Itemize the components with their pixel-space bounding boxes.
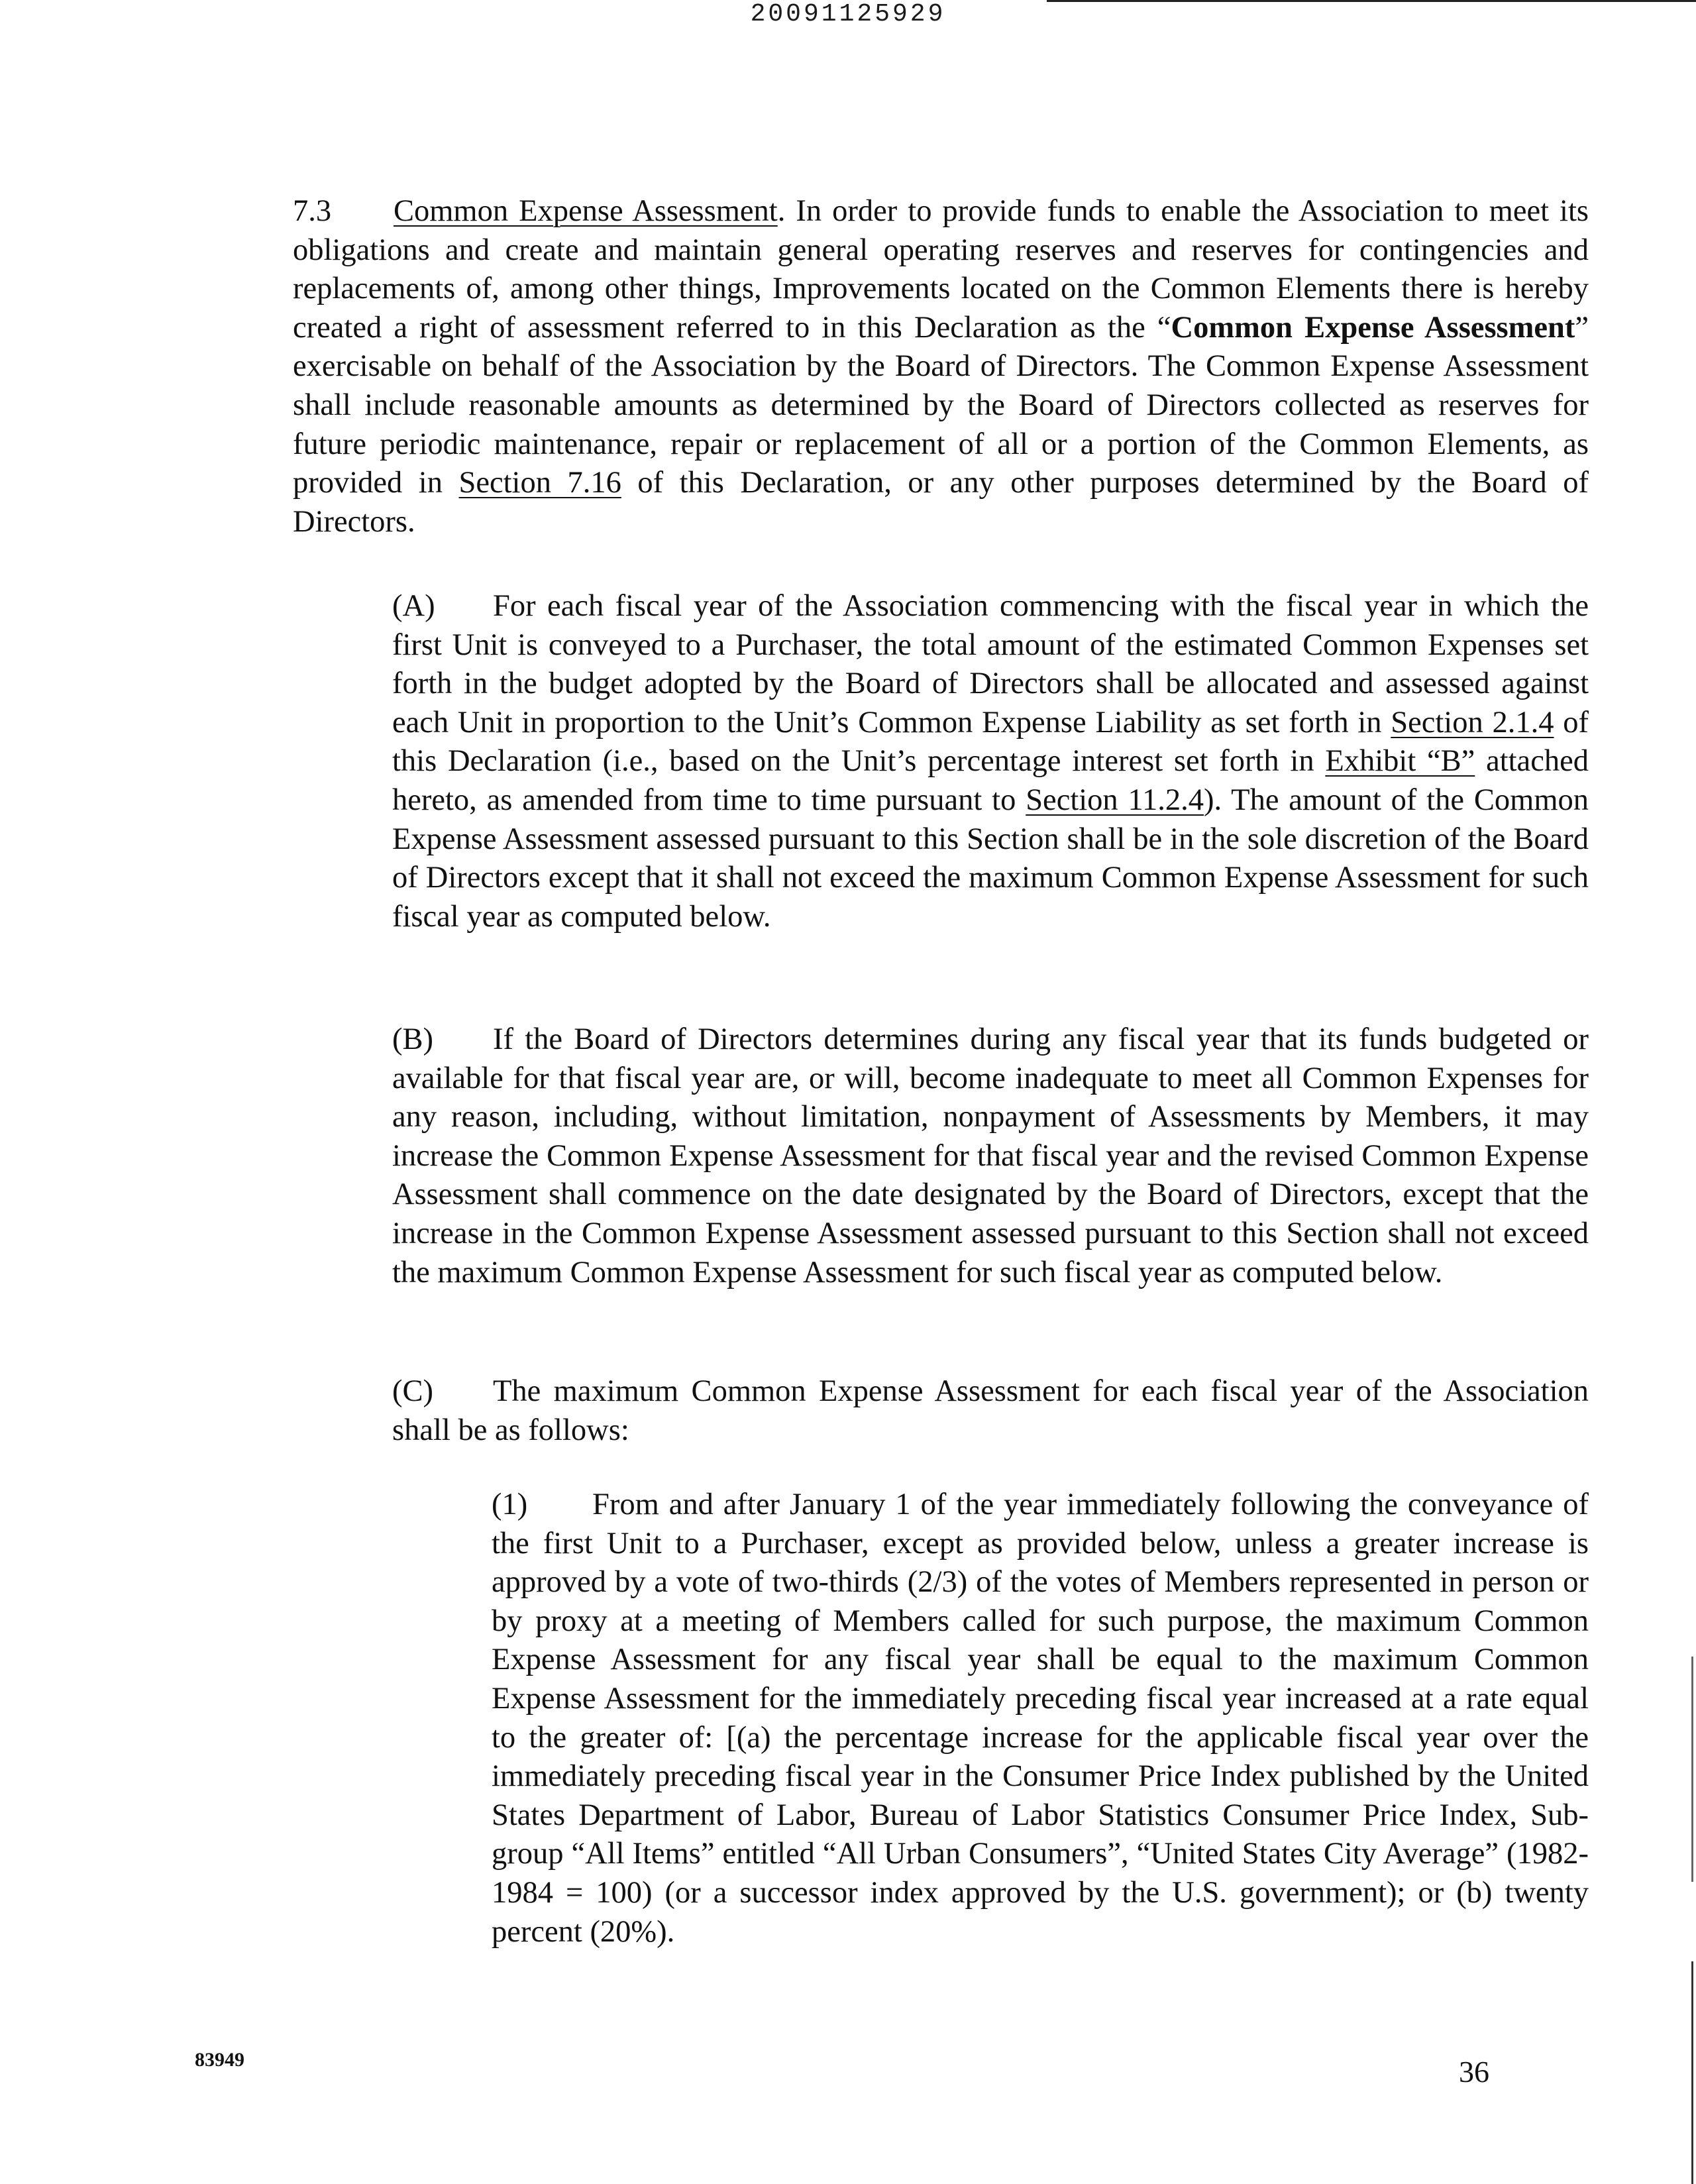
paragraph-text: attached hereto, as amended from time to time pursuant to bbox=[392, 744, 1589, 817]
paragraph-text: For each fiscal year of the Association commencing with the fiscal year in which the first Unit is conveyed to a Purchaser, the total amount of the estimated Common Expenses set forth in the budget adopted by the Board of Directors shall be allocated and assessed against each Unit in proportion to the Unit’s Common Expense Liability as set forth in bbox=[392, 589, 1589, 739]
paragraph-text: of this Declaration, or any other purposes determined by the Board of Directors. bbox=[293, 466, 1589, 539]
subsection-a-paragraph bbox=[293, 587, 1589, 936]
paragraph-text: The maximum Common Expense Assessment for each fiscal year of the Association shall be as follows: bbox=[392, 1374, 1589, 1447]
subsection-label: (B) bbox=[392, 1022, 433, 1056]
subsection-label: (A) bbox=[392, 589, 435, 623]
cross-reference: Exhibit “B” bbox=[1325, 744, 1475, 779]
section-number: 7.3 bbox=[293, 194, 332, 228]
subsection-c-paragraph bbox=[293, 1372, 1589, 1450]
paragraph-text: If the Board of Directors determines during any fiscal year that its funds budgeted or available for that fiscal year are, or will, become inadequate to meet all Common Expenses for any reason, including, without limitation, nonpayment of Assessments by Members, it may increase the Common Expense Assessment for that fiscal year and the revised Common Expense Assessment shall commence on the date designated by the Board of Directors, except that the increase in the Common Expense Assessment assessed pursuant to this Section shall not exceed the maximum Common Expense Assessment for such fiscal year as computed below. bbox=[392, 1022, 1589, 1289]
page-number: 36 bbox=[1459, 2055, 1489, 2089]
right-edge-line bbox=[1691, 1961, 1693, 2184]
paragraph-text: From and after January 1 of the year immediately following the conveyance of the first Unit to a Purchaser, except as provided below, unless a greater increase is approved by a vote of two-thirds (2/3) of the votes of Members represented in person or by proxy at a meeting of Members called for such purpose, the maximum Common Expense Assessment for any fiscal year shall be equal to the maximum Common Expense Assessment for the immediately preceding fiscal year increased at a rate equal to the greater of: [(a) the percentage increase for the applicable fiscal year over the immediately preceding fiscal year in the Consumer Price Index published by the United States Department of Labor, Bureau of Labor Statistics Consumer Price Index, Sub-group “All Items” entitled “All Urban Consumers”, “United States City Average” (1982-1984 = 100) (or a successor index approved by the U.S. government); or (b) twenty percent (20%). bbox=[492, 1488, 1589, 1949]
footer-document-code: 83949 bbox=[195, 2049, 244, 2071]
document-number: 20091125929 bbox=[750, 0, 946, 28]
cross-reference: Section 7.16 bbox=[458, 466, 621, 500]
section-heading: Common Expense Assessment bbox=[394, 194, 778, 228]
item-label: (1) bbox=[492, 1488, 528, 1521]
subsection-label: (C) bbox=[392, 1374, 433, 1408]
item-1-paragraph bbox=[392, 1486, 1589, 1951]
defined-term: Common Expense Assessment bbox=[1171, 310, 1575, 345]
paragraph-text: of this Declaration (i.e., based on the Unit’s percentage interest set forth in bbox=[392, 705, 1589, 779]
top-border-line bbox=[1047, 0, 1696, 2]
paragraph-text: ). The amount of the Common Expense Assessment assessed pursuant to this Section shall be in the sole discretion of the Board of Directors except that it shall not exceed the maximum Common Expense Assessment for such fiscal year as computed below. bbox=[392, 783, 1589, 934]
paragraph-text: . In order to provide funds to enable the Association to meet its obligations and create and maintain general operating reserves and reserves for contingencies and replacements of, among other things, Improvements located on the Common Elements there is hereby created a right of assessment referred to in this Declaration as the “ bbox=[293, 194, 1589, 345]
section-7-3-paragraph bbox=[193, 192, 1589, 541]
subsection-b-paragraph bbox=[293, 1020, 1589, 1292]
paragraph-text: ” exercisable on behalf of the Association by the Board of Directors. The Common Expense Assessment shall include reasonable amounts as determined by the Board of Directors collected as reserves for future periodic maintenance, repair or replacement of all or a portion of the Common Elements, as provided in bbox=[293, 310, 1589, 500]
cross-reference: Section 11.2.4 bbox=[1026, 783, 1204, 817]
right-edge-line bbox=[1691, 1657, 1693, 1882]
cross-reference: Section 2.1.4 bbox=[1391, 705, 1554, 739]
